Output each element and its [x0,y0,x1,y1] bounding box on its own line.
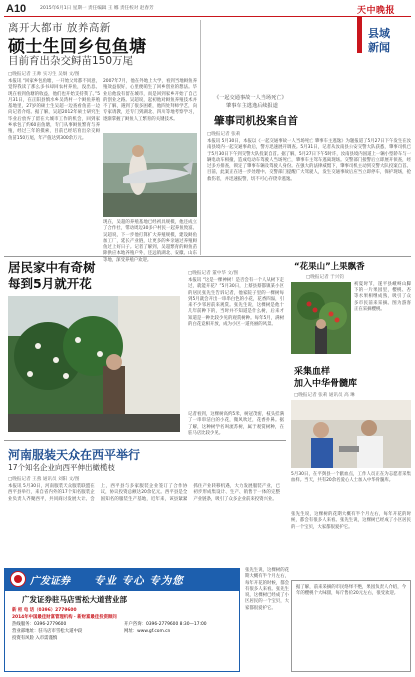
guangfa-logo-icon [10,571,26,587]
column-divider [200,20,201,255]
fruit-photo [291,282,351,354]
garment-body: 本报讯 5月30日，河南服装天众服装联盟在西平县举行，来自省内外的17个知名服装企业负责人齐聚西平，共同商讨发展大计。会上，西平县与多家服装企业签订了合作协议，协议投资总额达20余亿元。西平县是全国知名的服装生产基地，近年来，该县紧紧抓住产业转移机遇，大力发展服装产业，已初步形成集设计、生产、销售于一体的完整产业链条，吸引了众多企业前来投资兴业。 [8,484,280,502]
fruit-caption: 初夏时节，遂平县嵖岈山脚下的一片果园里，樱桃、杏等水果相继成熟，吸引了众多市民前来采摘。图为游客正在采摘樱桃。 [354,282,411,312]
marrow-photo-graphic [291,400,411,468]
marrow-extra-text: 张先生说，这棵树的花期大概有半个月左右，每年开花的时候，都会有很多人来看。张先生说，这棵树已经成了小区居民的一个宝贝，大家都很爱护它。 [291,512,411,530]
sturgeon-photo-graphic [103,133,197,217]
flower-body: 本报讯 “这是一棵神树！是否会有一个人从树下走过，就能开花？”5月30日，上蔡县蔡都镇某小区的居民张先生告诉记者，他家院子里的一棵树每到5月就会开出一串串白色的小花，花香四溢，引来不少邻居前来观赏。张先生说，这棵树是他十几年前种下的，当时并不知道是什么树，后来才知道是一种比较少见的观赏树种。每年5月，满树的白花竞相开放，成为小区一道亮丽的风景。 [188,278,284,328]
ad-line: 网址：www.gf.com.cn [124,629,171,634]
brand-block [357,3,409,54]
ad-line: 新 柜 电 话（0396）2779600 [12,608,77,613]
flower-headline-line1: 居民家中有奇树 [8,260,96,275]
fruit-photo-graphic [291,282,351,354]
guangfa-advertisement[interactable] [4,568,240,672]
lead-body-col2: 2007年7月，他在外地上大学，看到当地鲟鱼养殖效益很好，心里便萌生了回乡创业的想法。毕业后他没有留在城市，而是回到家乡开始了自己的创业之路。吴超说，起初他对鲟鱼养殖技术并不了解，遇到了很多困难，他四处拜师学艺，向专家请教，还专门到湖北、四川等地考察学习，逐渐掌握了鲟鱼人工繁育的关键技术。 [103,79,197,122]
fruit-headline: “花果山”上果飘香 [294,262,365,272]
header-meta: 2015年6月1日 星期一 责任编辑 王 娜 责任校对 赵春芳 [40,6,154,11]
ad-line: 2014年中国最佳财富管理机构 · 新财富最佳投资顾问 [12,615,117,620]
lower-right-text-b: 记者看到，这棵树高约5米，树冠茂密，枝头挂满了一串串洁白的小花，微风吹过，花香扑鼻。据了解，这种树学名叫流苏树，属于观赏树种，在驻马店比较少见。 [188,412,284,436]
lead-byline: □晚报记者 王帅 实习生 吴炯 文/图 [8,72,80,77]
marrow-headline-line2: 加入中华骨髓库 [294,379,358,389]
ad-brand-name: 广发证券 [30,576,70,587]
garment-byline: □晚报记者 王燕 通讯员 刘阳 文/图 [8,477,80,482]
right-pretitle-2: 肇事车主逃逸后续报道 [226,103,278,109]
header-rule [4,16,411,17]
lead-headline: 硕士生回乡包鱼塘 [8,37,147,57]
flower-byline: □晚报记者 董中华 文/图 [188,271,239,276]
ad-slogan: 专业 专心 专为您 [94,575,184,587]
marrow-photo [291,400,411,468]
marrow-caption: 5月30日，在平舆县一个献血点，工作人员正在为志愿者采集血样。当天，共有20余名爱心人士加入中华骨髓库。 [291,472,411,484]
newspaper-logo: 天中晚报 [357,6,396,16]
right-body: 本报讯 5月30日，本报以《一起交通事故一人当场死亡 肇事车主逃逸》为题报道了5月27日下午发生在汝南县境内一起交通事故后，警方迅速展开调查。5月31日，记者从汝南县公安交警大队获悉，肇事司机已于5月30日下午到交警大队投案自首。据了解，5月27日下午5时许，汝南县境内国道上一辆小型轿车与一辆电动车相撞，造成电动车驾驶人当场死亡，肇事车主驾车逃离现场。交警部门接警后立即展开侦查，经过多方排查，锁定了肇事车辆及驾驶人身份。在强大的法律威慑下，肇事司机主动到交警大队投案自首。目前，此案正在进一步处理中。交警部门提醒广大驾驶人，发生交通事故后应当立即停车，保护现场，抢救伤者，并迅速报警，切不可心存侥幸逃逸。 [207,139,411,182]
lead-body-col2b: 现在，吴超的养殖基地已经初具规模，他还成立了合作社，带动周边30多户村民一起养鱼致富。吴超说，下一步他打算扩大养殖规模，建设鲟鱼加工厂，延长产业链，让更多的乡亲通过养殖鲟鱼过上好日子。记者了解到，吴超繁育的鲟鱼苗除供应本地养殖户外，还远销湖北、安徽、山东等地，深受养殖户欢迎。 [103,220,197,263]
garment-headline: 河南服装天众在西平举行 [8,448,141,462]
ad-heading: 广发证券驻马店雪松大道营业部 [22,595,127,604]
ad-line: 热线服务：0396-2779600 [12,622,67,627]
sidebar-box [291,580,411,672]
flower-headline [8,260,96,292]
page-number: A10 [6,3,27,15]
right-byline: □晚报记者 张莉 [207,132,241,137]
column-name: 县域新闻 [368,27,390,54]
right-pretitle: 《一起交通事故一人当场死亡》 [214,95,287,101]
ad-banner [4,568,240,590]
lower-right-text-a: 张先生说，这棵树的花期大概有半个月左右，每年开花的时候，都会有很多人来看。张先生说，这棵树已经成了小区居民的一个宝贝，大家都很爱护它。 [245,568,289,611]
tree-photo [8,296,180,432]
right-headline: 肇事司机投案自首 [214,115,298,127]
ad-line: 投资有风险 入市需谨慎 [12,636,58,641]
section-divider-2 [4,440,286,441]
flower-headline-line2: 每到5月就开花 [8,276,92,291]
fruit-byline: □晚报记者 于兴钧 [306,275,344,280]
lead-kicker: 离开大都市 放养高新 [8,22,111,34]
marrow-headline [294,366,357,390]
marrow-headline-line1: 采集血样 [294,367,331,377]
section-divider-1 [4,256,411,257]
sidebar-box-text: 据了解，前来采摘的市民络绎不绝，果园负责人介绍，今年的樱桃个大味甜，每斤售价20元左右，很受欢迎。 [296,585,406,597]
marrow-byline: □晚报记者 张莉 通讯员 高 琳 [294,393,355,398]
ad-line: 开户咨询：0396-2779600 8:30—17:00 [124,622,207,627]
tree-photo-graphic [8,296,180,432]
ad-line: 营业部地址：驻马店市雪松大道中段 [12,629,83,634]
lead-body-col1: 本报讯 “回家乡包鱼塘，一开始父母都不同意，觉得我读了那么多书却回农村养鱼，没出息。现在看到鱼塘的收益，他们也开始支持我了。”5月31日，在正阳县慎水乡吴湾村一个鲟鱼养殖基地里，27岁的硕士生吴超一边查看鱼苗一边向记者介绍。据了解，吴超2012年硕士研究生毕业后放弃了留在大城市工作的机会，回到家乡承包了约60亩鱼塘，专门从事鲟鱼繁育与养殖，经过三年的摸索，目前已经培育出杂交鲟鱼苗150万尾，年产值达到300余万元。 [8,79,100,141]
sturgeon-photo [103,133,197,217]
lead-subhead: 目前育出杂交鲟苗150万尾 [8,55,134,67]
garment-subhead: 17个知名企业向西平伸出橄榄枝 [8,463,116,472]
brand-bar [357,17,362,53]
